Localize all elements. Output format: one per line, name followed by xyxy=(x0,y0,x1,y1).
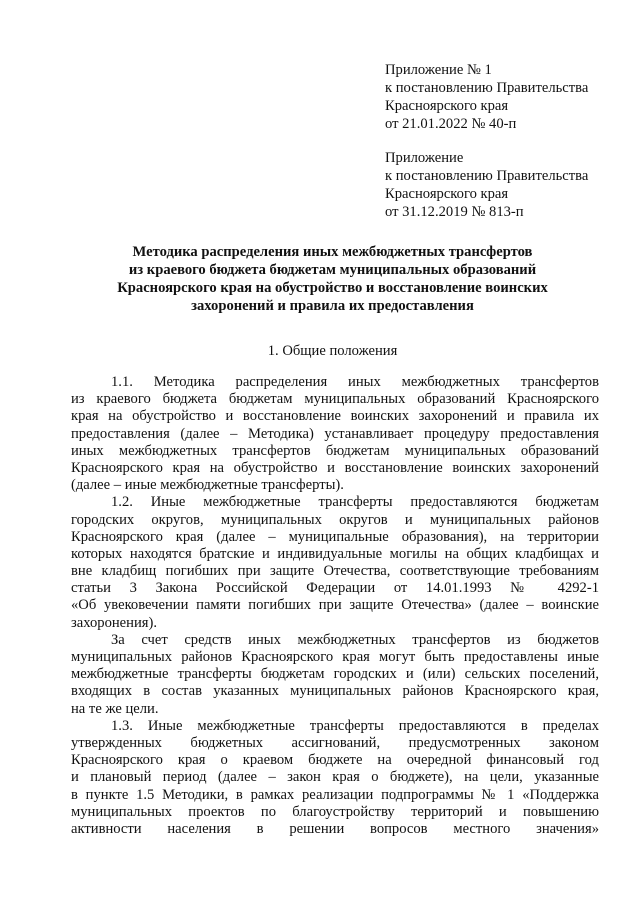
annex-region: Красноярского края xyxy=(385,186,509,202)
title-line: Методика распределения иных межбюджетных трансфертов xyxy=(132,244,533,260)
paragraph-line: входящих в состав указанных муниципальных районов Красноярского края, xyxy=(71,683,599,700)
paragraph-line: 1.2. Иные межбюджетные трансферты предоставляются бюджетам xyxy=(111,494,599,511)
title-line: Красноярского края на обустройство и восстановление воинских xyxy=(117,280,548,296)
paragraph-line: 1.1. Методика распределения иных межбюджетных трансфертов xyxy=(111,374,599,390)
document-title xyxy=(80,243,585,315)
annex-block-current xyxy=(385,61,635,133)
paragraph-line: края на обустройство и восстановление воинских захоронений и правила их xyxy=(71,408,599,425)
paragraph-line: вне кладбищ погибших при защите Отечества, соответствующие требованиям xyxy=(71,563,599,580)
annex-label: Приложение xyxy=(385,150,464,166)
title-line: из краевого бюджета бюджетам муниципальных образований xyxy=(128,262,537,278)
paragraph-line: из краевого бюджета бюджетам муниципальных образований Красноярского xyxy=(71,391,599,408)
paragraph-line: статьи 3 Закона Российской Федерации от 14.01.1993 № 4292-1 xyxy=(71,580,599,597)
paragraph-line: захоронения). xyxy=(71,614,158,631)
body-text xyxy=(71,374,599,838)
paragraph-line: иных межбюджетных трансфертов бюджетам муниципальных образований xyxy=(71,442,599,459)
paragraph-line: (далее – иные межбюджетные трансферты). xyxy=(71,477,344,494)
paragraph-line: городских округов, муниципальных округов и муниципальных районов xyxy=(71,511,599,528)
paragraph-line: За счет средств иных межбюджетных трансфертов из бюджетов xyxy=(111,631,599,648)
annex-date-number: от 31.12.2019 № 813-п xyxy=(385,204,524,220)
annex-region: Красноярского края xyxy=(385,98,509,114)
paragraph-line: и плановый период (далее – закон края о бюджете), на цели, указанные xyxy=(71,769,599,786)
paragraph-line: Красноярского края (далее – муниципальные образования), на территории xyxy=(71,528,599,545)
paragraph-line: активности населения в решении вопросов местного значения» xyxy=(71,820,599,837)
paragraph-line: в пункте 1.5 Методики, в рамках реализации подпрограммы № 1 «Поддержка xyxy=(71,786,599,803)
title-line: захоронений и правила их предоставления xyxy=(191,298,474,314)
annex-label: Приложение № 1 xyxy=(385,62,492,78)
annex-resolution-ref: к постановлению Правительства xyxy=(385,168,589,184)
paragraph-line: муниципальных районов Красноярского края могут быть предоставлены иные xyxy=(71,649,599,665)
paragraph-line: предоставления (далее – Методика) устанавливает процедуру предоставления xyxy=(71,425,599,442)
paragraph-line: на те же цели. xyxy=(71,700,159,717)
annex-resolution-ref: к постановлению Правительства xyxy=(385,80,589,96)
paragraph-line: «Об увековечении памяти погибших при защите Отечества» (далее – воинские xyxy=(71,597,599,614)
paragraph-line: утвержденных бюджетных ассигнований, предусмотренных законом xyxy=(71,734,599,751)
paragraph-line: муниципальных проектов по благоустройству территорий и повышению xyxy=(71,803,599,820)
paragraph-line: которых находятся братские и индивидуальные могилы на общих кладбищах и xyxy=(71,545,599,562)
annex-date-number: от 21.01.2022 № 40-п xyxy=(385,116,517,132)
paragraph-line: Красноярского края о краевом бюджете на очередной финансовый год xyxy=(71,752,599,769)
paragraph-line: Красноярского края на обустройство и восстановление воинских захоронений xyxy=(71,459,599,476)
annex-block-original xyxy=(385,149,635,221)
paragraph-line: межбюджетные трансферты бюджетам городских и (или) сельских поселений, xyxy=(71,666,599,683)
section-heading: 1. Общие положения xyxy=(267,343,398,359)
paragraph-line: 1.3. Иные межбюджетные трансферты предоставляются в пределах xyxy=(111,717,599,734)
